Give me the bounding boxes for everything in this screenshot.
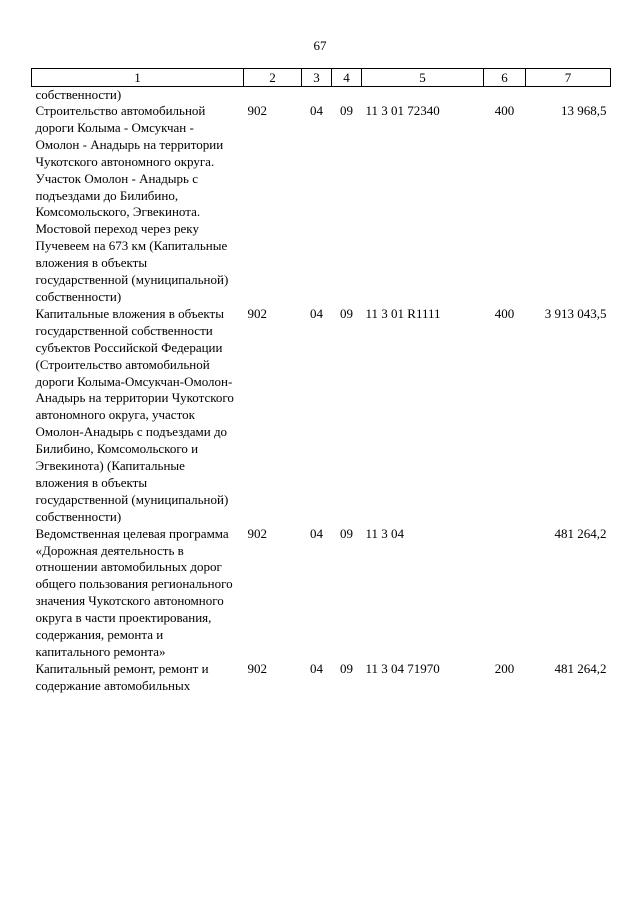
grbs-code: 902 xyxy=(247,525,267,541)
table-row xyxy=(32,526,611,661)
grbs-code: 902 xyxy=(247,305,267,321)
header-cell: 2 xyxy=(244,69,302,87)
section-code: 04 xyxy=(310,525,323,541)
page-number: 67 xyxy=(313,38,327,53)
header-cell: 1 xyxy=(32,69,244,87)
amount: 3 913 043,5 xyxy=(544,305,607,321)
grbs-code: 902 xyxy=(247,103,267,118)
subsection-code: 09 xyxy=(340,305,353,321)
target-article-code: 11 3 01 72340 xyxy=(365,103,440,118)
amount: 13 968,5 xyxy=(561,103,607,118)
expense-type-code: 400 xyxy=(494,305,515,321)
target-article-code: 11 3 04 71970 xyxy=(365,660,440,676)
target-article-code: 11 3 01 R1111 xyxy=(365,305,441,321)
continuation-row xyxy=(32,87,611,104)
header-cell: 5 xyxy=(362,69,484,87)
section-code: 04 xyxy=(310,305,323,321)
section-code: 04 xyxy=(310,660,323,676)
header-cell: 3 xyxy=(302,69,332,87)
table-row xyxy=(32,306,611,526)
item-name: Строительство автомобильной дороги Колыма - Омсукчан - Омолон - Анадырь на территории Чукотского автономного округа. Участок Омолон - Анадырь с подъездами до Билибино, Комсомольского, Эгвекинота. Мостовой переход через реку Пучевеем на 673 км (Капитальные вложения в объекты государственной (муниципальной) собственности) xyxy=(35,103,229,304)
expense-type-code: 400 xyxy=(494,103,515,118)
table-row xyxy=(32,103,611,306)
continuation-text: собственности) xyxy=(35,87,122,102)
item-name: Капитальные вложения в объекты государственной собственности субъектов Российской Федерации (Строительство автомобильной дороги Колыма-Омсукчан-Омолон-Анадырь на территории Чукотского автономного округа, участок Омолон-Анадырь с подъездами до Билибино, Комсомольского и Эгвекинота) (Капитальные вложения в объекты государственной (муниципальной) собственности) xyxy=(35,305,234,524)
amount: 481 264,2 xyxy=(554,660,607,676)
expense-type-code: 200 xyxy=(494,660,515,676)
table-row xyxy=(32,661,611,695)
item-name: Капитальный ремонт, ремонт и содержание автомобильных xyxy=(35,660,209,693)
item-name: Ведомственная целевая программа «Дорожная деятельность в отношении автомобильных дорог общего пользования регионального значения Чукотского автономного округа в части проектирования, содержания, ремонта и капитального ремонта» xyxy=(35,525,233,659)
subsection-code: 09 xyxy=(340,103,353,118)
subsection-code: 09 xyxy=(340,525,353,541)
amount: 481 264,2 xyxy=(554,525,607,541)
target-article-code: 11 3 04 xyxy=(365,525,405,541)
budget-table xyxy=(31,68,611,695)
header-cell: 4 xyxy=(332,69,362,87)
section-code: 04 xyxy=(310,103,323,118)
header-cell: 7 xyxy=(526,69,611,87)
grbs-code: 902 xyxy=(247,660,267,676)
subsection-code: 09 xyxy=(340,660,353,676)
expense-type-code xyxy=(484,526,526,661)
header-cell: 6 xyxy=(484,69,526,87)
header-row xyxy=(32,69,611,87)
